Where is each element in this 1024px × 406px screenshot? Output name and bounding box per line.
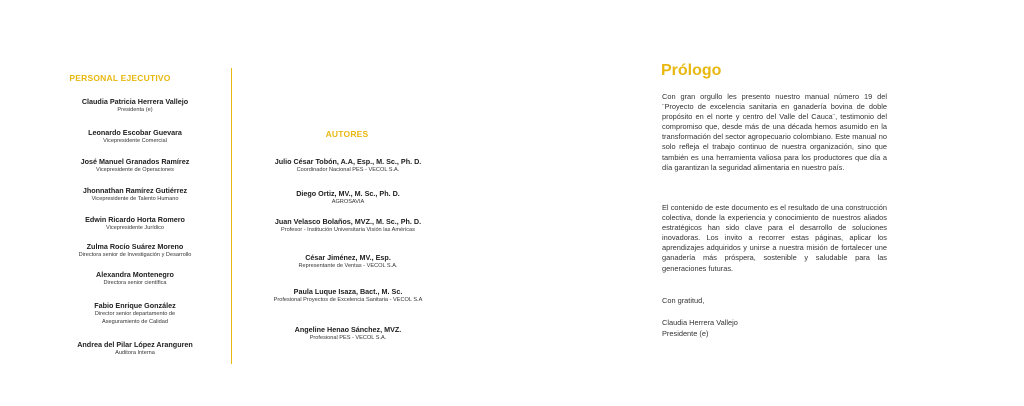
executives-list bbox=[60, 0, 210, 406]
prologue-closing: Con gratitud, bbox=[662, 296, 705, 305]
authors-list bbox=[252, 0, 444, 406]
author-entry bbox=[252, 287, 444, 304]
author-entry bbox=[252, 217, 444, 234]
executive-name: Alexandra Montenegro bbox=[96, 270, 174, 279]
author-name: César Jiménez, MV., Esp. bbox=[305, 253, 391, 262]
executive-role: Directora senior científica bbox=[103, 280, 167, 286]
author-entry bbox=[252, 253, 444, 270]
author-entry bbox=[252, 325, 444, 342]
author-name: Juan Velasco Bolaños, MVZ., M. Sc., Ph. D. bbox=[274, 217, 422, 226]
executive-entry bbox=[60, 128, 210, 145]
executive-role: Vicepresidente Jurídico bbox=[105, 225, 165, 231]
executive-role: Vicepresidente de Operaciones bbox=[96, 167, 174, 173]
author-affiliation: Profesional Proyectos de Excelencia Sanitaria - VECOL S.A bbox=[273, 297, 423, 303]
prologue-title: Prólogo bbox=[661, 62, 722, 79]
executive-name: Leonardo Escobar Guevara bbox=[88, 128, 182, 137]
executive-name: Fabio Enrique González bbox=[94, 301, 176, 310]
executive-entry bbox=[60, 270, 210, 287]
executive-name: Andrea del Pilar López Aranguren bbox=[77, 340, 193, 349]
prologue-paragraph-2: El contenido de este documento es el resultado de una construcción colectiva, donde la experiencia y conocimiento de nuestros aliados estratégicos han sido clave para el desarrollo de soluciones inovadoras. Los invito a recorrer estas páginas, aplicar los aprendizajes adquiridos y unirse a nuestra misión de fortalecer une ganadería más próspera, sostenible y saludable para las generaciones futuras. bbox=[662, 203, 887, 273]
executive-entry bbox=[60, 97, 210, 114]
author-affiliation: Profesional PES - VECOL S.A. bbox=[309, 335, 387, 341]
executive-role: Vicepresidente de Talento Humano bbox=[91, 196, 179, 202]
executive-entry bbox=[60, 242, 210, 259]
author-name: Diego Ortiz, MV., M. Sc., Ph. D. bbox=[296, 189, 400, 198]
executive-entry bbox=[60, 215, 210, 232]
signature-title: Presidente (e) bbox=[662, 329, 709, 338]
executive-role-continued: Aseguramiento de Calidad bbox=[102, 319, 168, 325]
author-entry bbox=[252, 157, 444, 174]
author-name: Julio César Tobón, A.A, Esp., M. Sc., Ph. D. bbox=[274, 157, 422, 166]
column-divider bbox=[231, 68, 232, 364]
executive-name: Zulma Rocío Suárez Moreno bbox=[86, 242, 184, 251]
prologue-paragraph-1: Con gran orgullo les presento nuestro manual número 19 del ¨Proyecto de excelencia sanitaria en ganadería bovina de doble propósito en el norte y centro del Valle del Cauca¨, testimonio del compromiso que, desde más de una década hemos asumido en la transformación del sector agropecuario colombiano. Este manual no solo refleja el trabajo continuo de nuestra organización, sino que también es una herramienta valiosa para los productores que día a día garantizan la seguridad alimentaria en nuestro país. bbox=[662, 92, 887, 172]
executive-name: Edwin Ricardo Horta Romero bbox=[85, 215, 185, 224]
executive-name: José Manuel Granados Ramírez bbox=[80, 157, 190, 166]
executive-role: Vicepresidente Comercial bbox=[103, 138, 167, 144]
signature-name: Claudia Herrera Vallejo bbox=[662, 318, 738, 327]
executive-name: Claudia Patricia Herrera Vallejo bbox=[81, 97, 189, 106]
executives-heading: PERSONAL EJECUTIVO bbox=[69, 73, 171, 83]
author-entry bbox=[252, 189, 444, 206]
executive-role: Director senior departamento de bbox=[94, 311, 176, 317]
author-affiliation: AGROSAVIA bbox=[331, 199, 365, 205]
executive-role: Auditora Interna bbox=[115, 350, 155, 356]
executive-role: Presidenta (e) bbox=[117, 107, 153, 113]
author-name: Paula Luque Isaza, Bact., M. Sc. bbox=[293, 287, 403, 296]
author-name: Angeline Henao Sánchez, MVZ. bbox=[294, 325, 402, 334]
authors-heading: AUTORES bbox=[325, 129, 369, 139]
author-affiliation: Coordinador Nacional PES - VECOL S.A. bbox=[296, 167, 400, 173]
executive-name: Jhonnathan Ramírez Gutiérrez bbox=[82, 186, 188, 195]
author-affiliation: Profesor - Institución Universitaria Visión las Américas bbox=[281, 227, 415, 233]
executive-entry bbox=[60, 157, 210, 174]
executive-entry bbox=[60, 301, 210, 326]
author-affiliation: Representante de Ventas - VECOL S.A. bbox=[298, 263, 398, 269]
executive-entry bbox=[60, 340, 210, 357]
executive-role: Directora senior de Investigación y Desarrollo bbox=[78, 252, 192, 258]
executive-entry bbox=[60, 186, 210, 203]
